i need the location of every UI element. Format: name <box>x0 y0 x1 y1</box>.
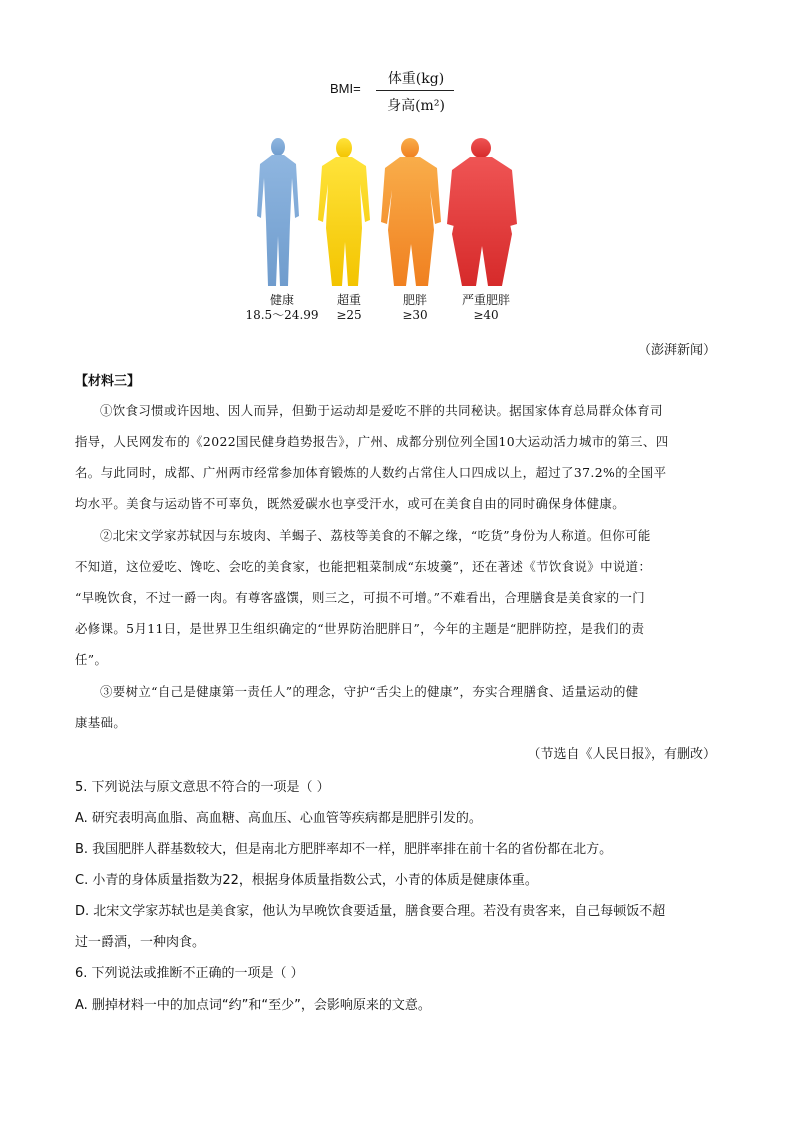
paragraph-line: 任”。 <box>75 652 108 667</box>
paragraph-line: ②北宋文学家苏轼因与东坡肉、羊蝎子、荔枝等美食的不解之缘，“吃货”身份为人称道。但你可能 <box>100 528 651 543</box>
source-peoples-daily: （节选自《人民日报》，有删改） <box>527 747 716 762</box>
category-label: 严重肥胖 <box>461 293 510 307</box>
paragraph-line: 不知道，这位爱吃、馋吃、会吃的美食家，也能把粗菜制成“东坡羹”，还在著述《节饮食说》中说道： <box>75 559 652 574</box>
question-5-stem: 5. 下列说法与原文意思不符合的一项是（ ） <box>75 780 330 795</box>
figure-obese <box>381 138 441 286</box>
category-label: 肥胖 <box>402 293 427 307</box>
paragraph-line: 名。与此同时，成都、广州两市经常参加体育锻炼的人数约占常住人口四成以上，超过了37.2%的全国平 <box>75 465 667 480</box>
category-label: 健康 <box>269 293 294 307</box>
figure-severely-obese <box>447 138 517 286</box>
question-5-option-b: B. 我国肥胖人群基数较大，但是南北方肥胖率却不一样，肥胖率排在前十名的省份都在北方。 <box>75 842 613 857</box>
question-5-option-a: A. 研究表明高血脂、高血糖、高血压、心血管等疾病都是肥胖引发的。 <box>75 811 482 826</box>
paragraph-line: 均水平。美食与运动皆不可辜负，既然爱碳水也享受汗水，或可在美食自由的同时确保身体健康。 <box>75 496 625 511</box>
formula-lhs: BMI= <box>330 81 361 96</box>
category-label: 超重 <box>336 293 361 307</box>
question-6-option-a: A. 删掉材料一中的加点词“约”和“至少”，会影响原来的文意。 <box>75 998 431 1013</box>
material3-heading: 【材料三】 <box>75 374 141 389</box>
question-6-stem: 6. 下列说法或推断不正确的一项是（ ） <box>75 966 304 981</box>
paragraph-line: 必修课。5月11日，是世界卫生组织确定的“世界防治肥胖日”，今年的主题是“肥胖防控，是我们的责 <box>75 621 645 636</box>
source-pengpai: （澎湃新闻） <box>637 343 716 358</box>
question-5-option-d: D. 北宋文学家苏轼也是美食家，他认为早晚饮食要适量，膳食要合理。若没有贵客来，自己每顿饭不超 <box>75 904 666 919</box>
paragraph-line: ③要树立“自己是健康第一责任人”的理念，守护“舌尖上的健康”，夯实合理膳食、适量运动的健 <box>100 684 639 699</box>
bmi-formula <box>330 64 470 120</box>
figure-label-severely-obese <box>441 293 531 323</box>
range-label: ≥25 <box>336 308 362 322</box>
figure-healthy <box>257 138 299 286</box>
figure-overweight <box>318 138 370 286</box>
range-label: 18.5～24.99 <box>245 308 319 322</box>
paragraph-line: ①饮食习惯或许因地、因人而异，但勤于运动却是爱吃不胖的共同秘诀。据国家体育总局群众体育司 <box>100 403 663 418</box>
paragraph-line: 康基础。 <box>75 715 127 730</box>
range-label: ≥40 <box>473 308 499 322</box>
body-shape-figures <box>250 138 530 290</box>
range-label: ≥30 <box>402 308 428 322</box>
formula-numerator: 体重(kg) <box>387 71 445 87</box>
formula-denominator: 身高(m²) <box>387 98 445 114</box>
question-5-option-d-cont: 过一爵酒，一种肉食。 <box>75 935 206 950</box>
question-5-option-c: C. 小青的身体质量指数为22，根据身体质量指数公式，小青的体质是健康体重。 <box>75 873 538 888</box>
fraction-line <box>376 90 454 91</box>
paragraph-line: “早晚饮食，不过一爵一肉。有尊客盛馔，则三之，可损不可增。”不难看出，合理膳食是美食家的一门 <box>75 590 646 605</box>
paragraph-line: 指导，人民网发布的《2022国民健身趋势报告》，广州、成都分别位列全国10大运动活力城市的第三、四 <box>75 434 669 449</box>
